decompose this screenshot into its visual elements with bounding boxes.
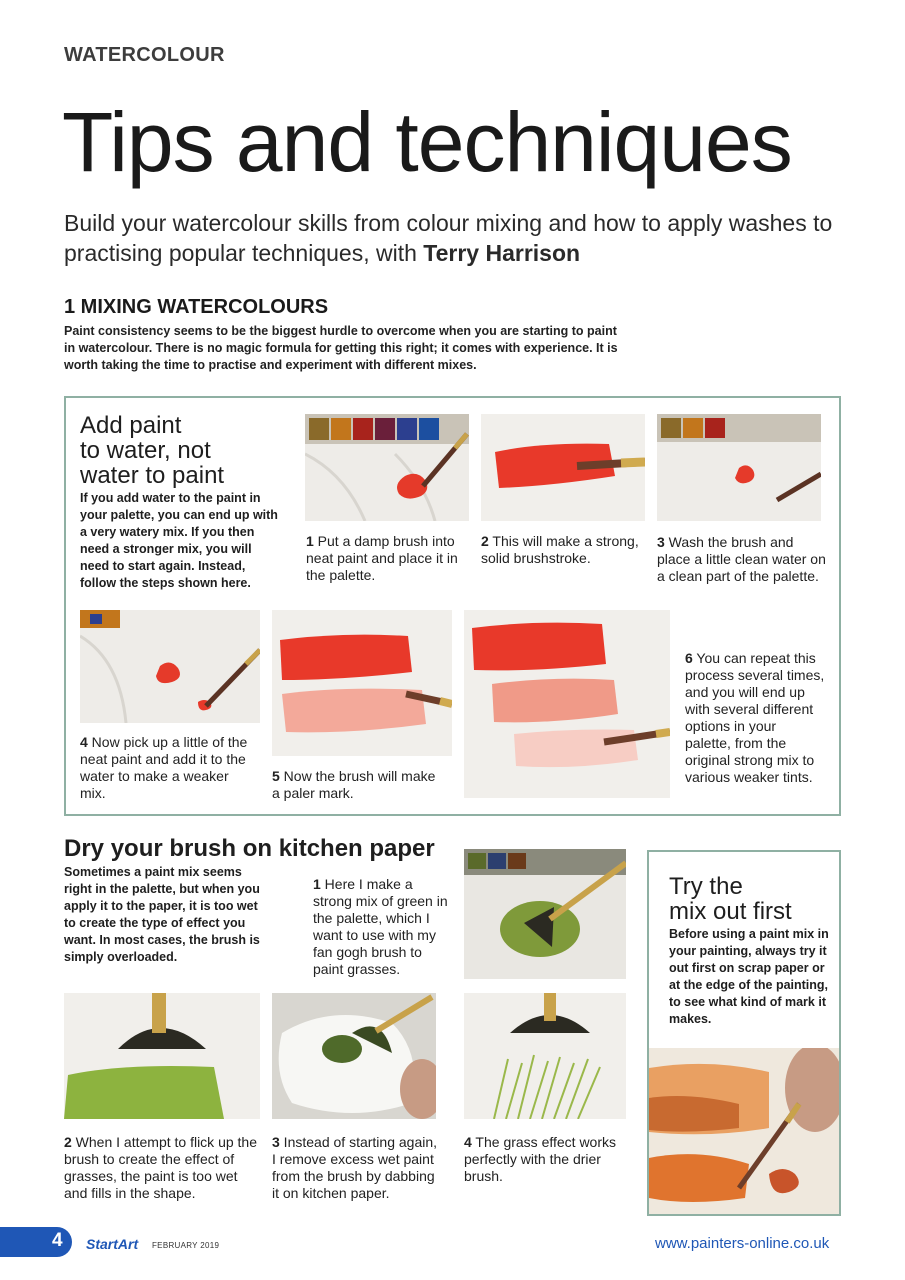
step-4-caption xyxy=(80,734,255,802)
step-3-caption xyxy=(657,534,829,585)
step-1-photo xyxy=(305,414,469,521)
issue-date: FEBRUARY 2019 xyxy=(152,1241,220,1250)
section-label: WATERCOLOUR xyxy=(64,44,225,66)
step-text: This will make a strong, solid brushstroke. xyxy=(481,533,639,566)
step-number: 4 xyxy=(80,734,88,750)
step-text: Instead of starting again, I remove excess wet paint from the brush by dabbing it on kitchen paper. xyxy=(272,1134,438,1201)
page-title: Tips and techniques xyxy=(62,95,792,189)
step-number: 2 xyxy=(64,1134,72,1150)
step-number: 4 xyxy=(464,1134,472,1150)
mixing-intro: Paint consistency seems to be the biggest hurdle to overcome when you are starting to paint in watercolour. There is no magic formula for getting this right; it comes with experience. It is worth taking the time to practise and experiment with different mixes. xyxy=(64,324,618,372)
dry-step-4-photo xyxy=(464,993,626,1119)
step-6-photo xyxy=(464,610,670,798)
step-number: 3 xyxy=(657,534,665,550)
add-paint-title xyxy=(80,413,224,488)
step-4-photo xyxy=(80,610,260,723)
step-number: 1 xyxy=(313,876,321,892)
step-5-photo xyxy=(272,610,452,756)
step-2-caption xyxy=(481,533,641,567)
step-number: 2 xyxy=(481,533,489,549)
step-text: When I attempt to flick up the brush to create the effect of grasses, the paint is too wet and fills in the shape. xyxy=(64,1134,257,1201)
dry-step-2-caption xyxy=(64,1134,259,1202)
dry-step-2-photo xyxy=(64,993,260,1119)
try-mix-title-line: Try the xyxy=(669,873,743,900)
step-text: Here I make a strong mix of green in the palette, which I want to use with my fan gogh brush to paint grasses. xyxy=(313,876,448,977)
step-2-photo xyxy=(481,414,645,521)
step-text: The grass effect works perfectly with the drier brush. xyxy=(464,1134,617,1184)
step-number: 5 xyxy=(272,768,280,784)
try-mix-title-line: mix out first xyxy=(669,898,792,925)
magazine-logo: StartArt xyxy=(86,1236,139,1252)
mixing-heading: 1 MIXING WATERCOLOURS xyxy=(64,296,329,318)
step-text: Now pick up a little of the neat paint and add it to the water to make a weaker mix. xyxy=(80,734,248,801)
website-link[interactable]: www.painters-online.co.uk xyxy=(655,1235,830,1252)
step-text: You can repeat this process several times, and you will end up with several different options in your palette, from the original strong mix to various weaker tints. xyxy=(685,650,825,785)
dry-brush-heading: Dry your brush on kitchen paper xyxy=(64,835,435,862)
step-number: 3 xyxy=(272,1134,280,1150)
step-text: Wash the brush and place a little clean water on a clean part of the palette. xyxy=(657,534,826,584)
dry-step-3-photo xyxy=(272,993,436,1119)
step-text: Put a damp brush into neat paint and place it in the palette. xyxy=(306,533,458,583)
try-mix-title xyxy=(669,874,792,924)
dry-step-4-caption xyxy=(464,1134,624,1185)
page-number: 4 xyxy=(52,1230,63,1251)
author-name: Terry Harrison xyxy=(423,240,581,266)
dry-brush-body: Sometimes a paint mix seems right in the palette, but when you apply it to the paper, it is too wet to create the type of effect you want. In most cases, the brush is simply overloaded. xyxy=(64,865,260,964)
try-mix-photo xyxy=(649,1048,839,1214)
step-text: Now the brush will make a paler mark. xyxy=(272,768,436,801)
step-6-caption xyxy=(685,650,825,786)
step-number: 6 xyxy=(685,650,693,666)
dry-step-1-caption xyxy=(313,876,455,978)
add-paint-title-line: water to paint xyxy=(80,462,225,489)
try-mix-body: Before using a paint mix in your painting, always try it out first on scrap paper or at the edge of the painting, to see what kind of mark it makes. xyxy=(669,927,829,1026)
standfirst-text: Build your watercolour skills from colour mixing and how to apply washes to practising popular techniques, with xyxy=(64,210,833,266)
step-5-caption xyxy=(272,768,447,802)
step-number: 1 xyxy=(306,533,314,549)
add-paint-title-line: to water, not xyxy=(80,437,211,464)
standfirst xyxy=(64,208,864,268)
step-1-caption xyxy=(306,533,466,584)
add-paint-body: If you add water to the paint in your palette, you can end up with a very watery mix. If you then need a stronger mix, you will need to start again. Instead, follow the steps shown here. xyxy=(80,491,278,590)
add-paint-title-line: Add paint xyxy=(80,412,182,439)
dry-step-3-caption xyxy=(272,1134,442,1202)
dry-step-1-photo xyxy=(464,849,626,979)
step-3-photo xyxy=(657,414,821,521)
